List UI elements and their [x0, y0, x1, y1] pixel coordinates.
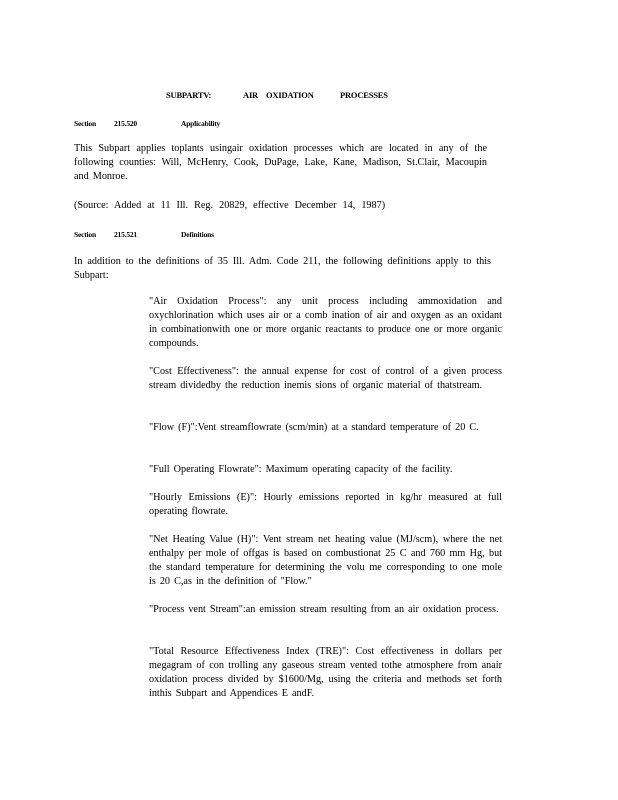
section-520-title: Applicability — [181, 119, 221, 128]
section-521-title: Definitions — [181, 230, 214, 239]
subpart-title-air: AIR — [243, 90, 258, 100]
applicability-paragraph: This Subpart applies toplants usingair oxidation processes which are located in any of the following counties: Will, McHenry, Cook, DuPage, Lake, Kane, Madison, St.Clair, Macoupin and Monroe. — [74, 143, 487, 182]
definitions-intro: In addition to the definitions of 35 Ill. Adm. Code 211, the following definitions apply to this Subpart: — [74, 256, 491, 281]
definition-flow: "Flow (F)":Vent streamflowrate (scm/min) at a standard temperature of 20 C. — [149, 422, 479, 433]
section-520-number: 215.520 — [114, 119, 137, 128]
definition-air-oxidation-process: "Air Oxidation Process": any unit process including ammoxidation and oxychlorination which uses air or a comb ination of air and oxygen as an oxidant in combinationwith one or more organic reactants to produce one or more organic compounds. — [149, 296, 502, 349]
source-note: (Source: Added at 11 Ill. Reg. 20829, effective December 14, 1987) — [74, 200, 386, 211]
definition-process-vent-stream: "Process vent Stream":an emission stream resulting from an air oxidation process. — [149, 604, 499, 615]
definition-total-resource-effectiveness-index: "Total Resource Effectiveness Index (TRE)": Cost effectiveness in dollars per megagram of con trolling any gaseous stream vented tothe atmosphere from anair oxidation process divided by $1600/Mg, using the criteria and methods set forth inthis Subpart and Appendices E andF. — [149, 646, 502, 699]
definition-net-heating-value: "Net Heating Value (H)": Vent stream net heating value (MJ/scm), where the net enthalpy per mole of offgas is based on combustionat 25 C and 760 mm Hg, but the standard temperature for determining the volu me corresponding to one mole is 20 C,as in the definition of "Flow." — [149, 534, 502, 587]
definition-cost-effectiveness: "Cost Effectiveness": the annual expense for cost of control of a given process stream dividedby the reduction inemis sions of organic material of thatstream. — [149, 366, 502, 391]
section-520-label: Section — [74, 119, 96, 128]
definition-hourly-emissions: "Hourly Emissions (E)": Hourly emissions reported in kg/hr measured at full operating flowrate. — [149, 492, 502, 517]
subpart-label: SUBPARTV: — [166, 90, 212, 100]
subpart-title-oxidation: OXIDATION — [266, 90, 314, 100]
definition-full-operating-flowrate: "Full Operating Flowrate": Maximum operating capacity of the facility. — [149, 464, 453, 475]
subpart-title-processes: PROCESSES — [340, 90, 388, 100]
section-521-number: 215.521 — [114, 230, 137, 239]
section-521-label: Section — [74, 230, 96, 239]
